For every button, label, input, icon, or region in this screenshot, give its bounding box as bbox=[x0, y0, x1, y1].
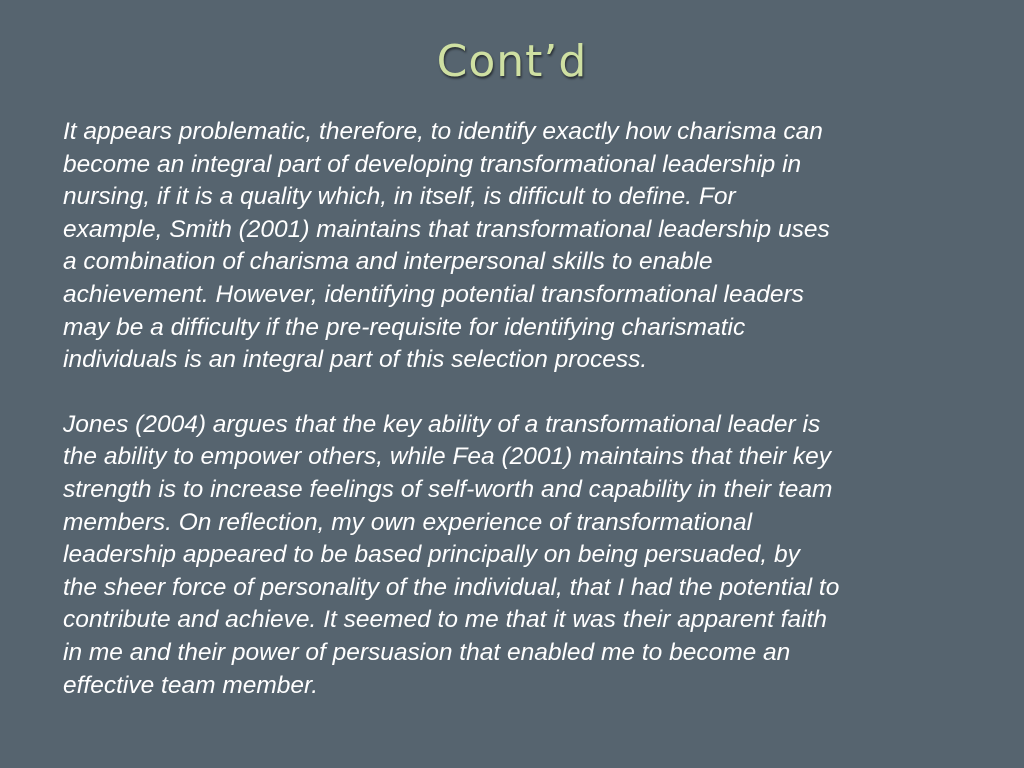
slide-body bbox=[63, 116, 973, 702]
paragraph-charisma: It appears problematic, therefore, to identify exactly how charisma can become an integral part of developing transformational leadership in nursing, if it is a quality which, in itself, is difficult to define. For example, Smith (2001) maintains that transformational leadership uses a combination of charisma and interpersonal skills to enable achievement. However, identifying potential transformational leaders may be a difficulty if the pre-requisite for identifying charismatic individuals is an integral part of this selection process. bbox=[63, 118, 830, 374]
paragraph-empowerment: Jones (2004) argues that the key ability of a transformational leader is the ability to empower others, while Fea (2001) maintains that their key strength is to increase feelings of self-worth and capability in their team members. On reflection, my own experience of transformational leadership appeared to be based principally on being persuaded, by the sheer force of personality of the individual, that I had the potential to contribute and achieve. It seemed to me that it was their apparent faith in me and their power of persuasion that enabled me to become an effective team member. bbox=[63, 410, 840, 699]
slide-title: Cont’d bbox=[436, 36, 588, 87]
